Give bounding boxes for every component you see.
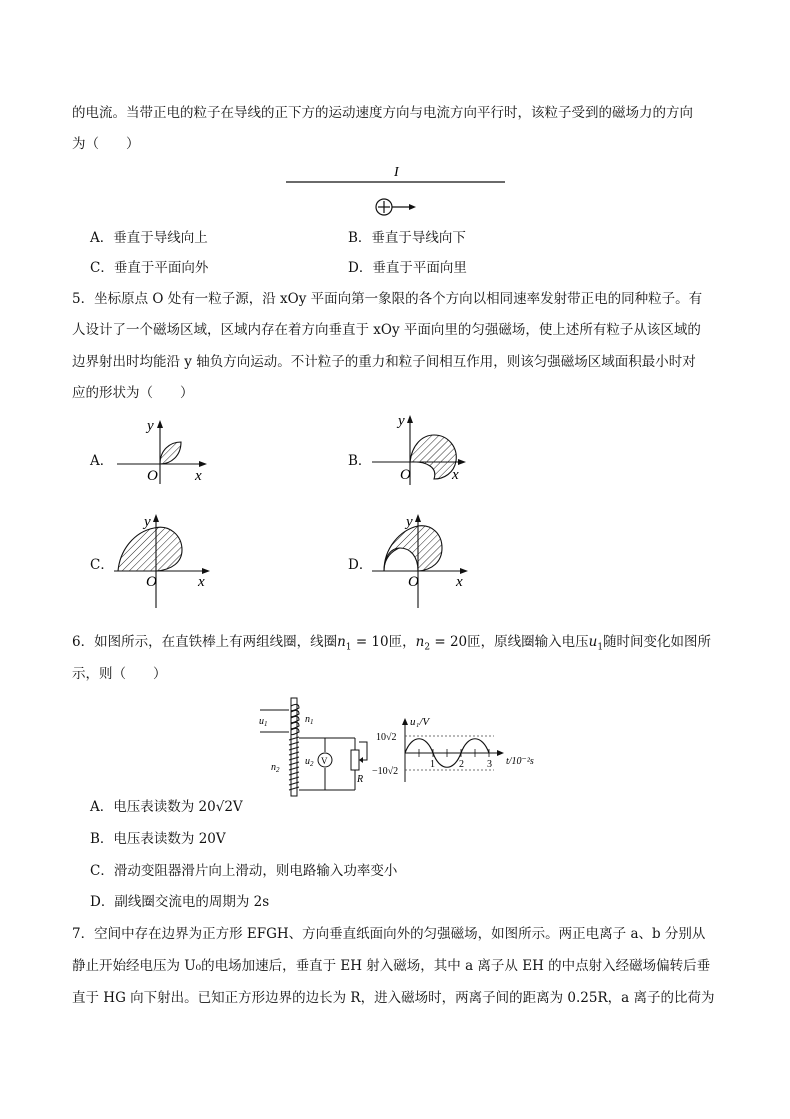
svg-text:u2: $u_2$ (305, 756, 314, 768)
q5-figure-a (115, 412, 215, 487)
q4-option-c: C．垂直于平面向外 (90, 260, 209, 276)
svg-text:O: O (408, 574, 419, 590)
svg-text:n2: $n_2$ (271, 762, 280, 774)
q6-option-a: A．电压表读数为 20√2V (90, 799, 243, 815)
svg-text:x: x (195, 468, 202, 484)
svg-text:R: R (357, 774, 364, 785)
region-c (118, 527, 182, 571)
svg-text:u₁/V: u₁/V (410, 716, 430, 728)
svg-text:x: x (198, 574, 205, 590)
q5-option-b-label: B． (348, 453, 372, 469)
q5-line-2: 人设计了一个磁场区域，区域内存在着方向垂直于 xOy 平面向里的匀强磁场，使上述所有粒子从该区域的 (72, 322, 701, 338)
q6-voltage-graph (372, 712, 547, 784)
rheostat-icon (351, 750, 359, 770)
svg-text:1: 1 (430, 759, 435, 770)
q4-option-b: B．垂直于导线向下 (348, 230, 466, 246)
svg-text:y: y (406, 514, 413, 530)
q4-option-d: D．垂直于平面向里 (348, 260, 467, 276)
svg-text:O: O (400, 467, 411, 483)
q7-line-2: 静止开始经电压为 U₀的电场加速后，垂直于 EH 射入磁场，其中 a 离子从 EH 的中点射入经磁场偏转后垂 (72, 958, 711, 974)
svg-text:x: x (452, 467, 459, 483)
svg-text:V: V (321, 756, 328, 766)
region-b (410, 435, 456, 479)
q4-option-a: A．垂直于导线向上 (90, 230, 208, 246)
svg-text:x: x (456, 574, 463, 590)
q6-line-1: 6．如图所示，在直铁棒上有两组线圈，线圈$n_1 = 10$匝，$n_2 = 20$匝，原线圈输入电压$u_1$随时间变化如图所 (72, 634, 712, 653)
svg-text:y: y (398, 413, 405, 429)
q5-line-1: 5．坐标原点 O 处有一粒子源，沿 xOy 平面向第一象限的各个方向以相同速率发射带正电的同种粒子。有 (72, 291, 703, 307)
q6-line-2: 示，则（ ） (72, 666, 167, 682)
q7-line-1: 7．空间中存在边界为正方形 EFGH、方向垂直纸面向外的匀强磁场，如图所示。两正电离子 a、b 分别从 (72, 926, 706, 942)
q5-option-a-label: A． (90, 453, 114, 469)
iron-core (291, 698, 297, 796)
q5-figure-b (370, 405, 480, 490)
svg-text:O: O (147, 468, 158, 484)
svg-text:3: 3 (487, 759, 492, 770)
svg-text:10√2: 10√2 (376, 732, 397, 743)
q5-option-c-label: C． (90, 557, 114, 573)
q5-line-3: 边界射出时均能沿 y 轴负方向运动。不计粒子的重力和粒子间相互作用，则该匀强磁场区域面积最小时对 (72, 354, 696, 370)
q4-line-2: 为（ ） (72, 136, 140, 152)
q5-option-d-label: D． (348, 557, 373, 573)
svg-text:n1: $n_1$ (305, 714, 314, 726)
q5-figure-d (370, 510, 480, 610)
svg-text:t/10⁻²s: t/10⁻²s (506, 756, 534, 767)
current-label: I (394, 165, 399, 180)
svg-text:y: y (144, 514, 151, 530)
svg-text:u1: $u_1$ (259, 716, 268, 728)
svg-text:y: y (147, 418, 154, 434)
region-d (384, 526, 442, 571)
q4-line-1: 的电流。当带正电的粒子在导线的正下方的运动速度方向与电流方向平行时，该粒子受到的磁场力的方向 (72, 105, 693, 121)
region-a (160, 442, 181, 464)
q4-wire-figure (280, 160, 510, 220)
svg-text:2: 2 (459, 759, 464, 770)
q6-option-c: C．滑动变阻器滑片向上滑动，则电路输入功率变小 (90, 863, 398, 879)
q6-option-d: D．副线圈交流电的周期为 2s (90, 894, 270, 910)
svg-text:O: O (146, 574, 157, 590)
svg-text:−10√2: −10√2 (372, 766, 399, 777)
q5-figure-c (112, 510, 222, 610)
q6-option-b: B．电压表读数为 20V (90, 831, 226, 847)
q6-transformer-circuit (255, 692, 375, 802)
q5-line-4: 应的形状为（ ） (72, 385, 194, 401)
q7-line-3: 直于 HG 向下射出。已知正方形边界的边长为 R，进入磁场时，两离子间的距离为 0.25R，a 离子的比荷为 (72, 990, 715, 1006)
